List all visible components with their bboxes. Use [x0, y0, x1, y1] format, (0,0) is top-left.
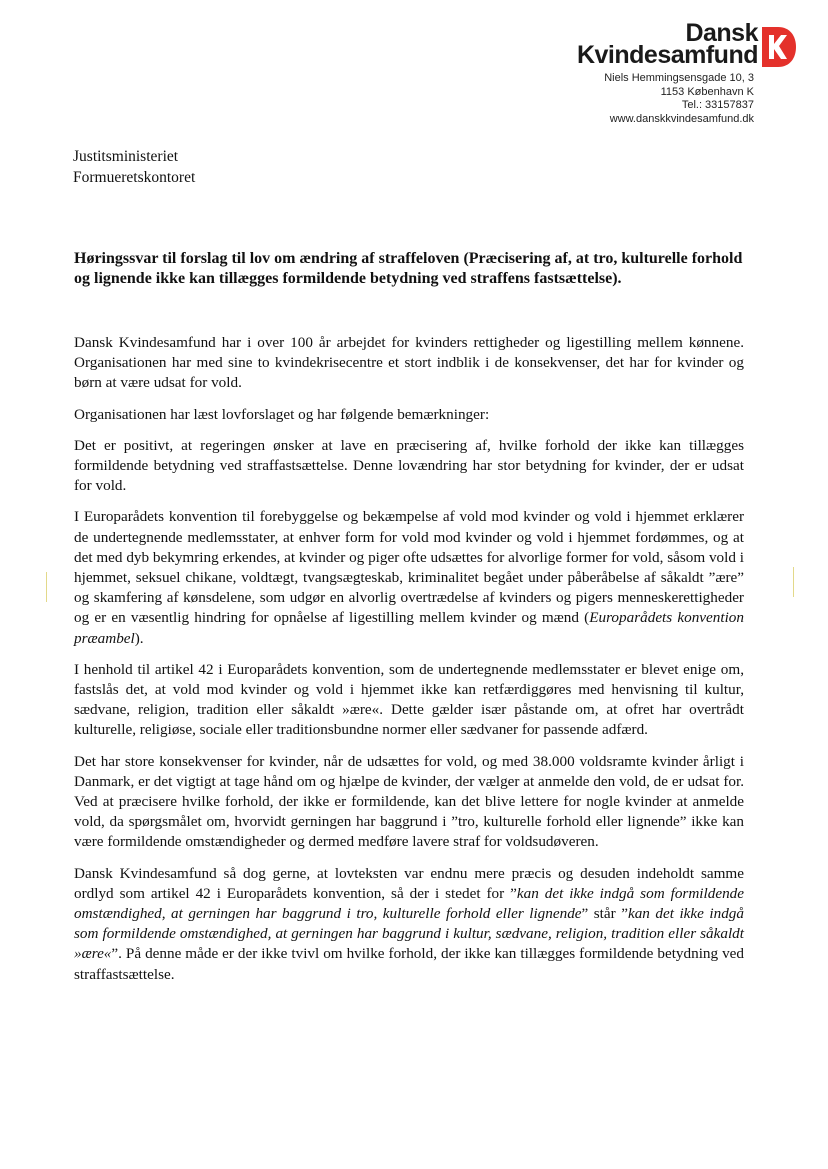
paragraph-text: Dansk Kvindesamfund så dog gerne, at lovteksten var endnu mere præcis og desuden indeholdt samme ordlyd som artikel 42 i Europarådets konvention, så der i stedet for ”: [74, 864, 744, 902]
organization-logo: [556, 19, 796, 70]
citation-italic: Europarådets konvention præambel: [74, 609, 744, 647]
address-phone: Tel.: 33157837: [681, 99, 754, 111]
margin-mark: [793, 567, 794, 597]
margin-mark: [46, 572, 47, 602]
logo-k-mark-icon: [762, 27, 796, 67]
quote-italic: kan det ikke indgå som formildende omstændighed, at gerningen har baggrund i kultur, sædvane, religion, tradition eller såkaldt »ære«: [74, 905, 744, 963]
quote-italic: kan det ikke indgå som formildende omstændighed, at gerningen har baggrund i tro, kulturelle forhold eller lignende: [74, 884, 744, 923]
paragraph: Det er positivt, at regeringen ønsker at lave en præcisering af, hvilke forhold der ikke kan tillægges formildende betydning ved straffastsættelse. Denne lovændring har stor betydning for kvinder, der er udsat for vold.: [74, 436, 744, 495]
paragraph: Organisationen har læst lovforslaget og har følgende bemærkninger:: [74, 405, 490, 423]
paragraph: I henhold til artikel 42 i Europarådets konvention, som de undertegnende medlemsstater er blevet enige om, fastslås det, at vold mod kvinder og vold i hjemmet ikke kan retfærdiggøres med henvisning til kultur, sædvane, religion, tradition eller såkaldt »ære«. Dette gælder især påstande om, at ofret har overtrådt kulturelle, religiøse, sociale eller traditionsbundne normer eller sædvaner for passende adfærd.: [74, 660, 744, 739]
recipient-line: Formueretskontoret: [73, 169, 196, 186]
recipient-block: [73, 146, 195, 188]
paragraph-text: ”. På denne måde er der ikke tvivl om hvilke forhold, der ikke kan tillægges formildende betydning ved straffastsættelse.: [74, 945, 744, 983]
letter-body: [74, 333, 744, 996]
address-website: www.danskkvindesamfund.dk: [609, 112, 754, 125]
paragraph-text: ” står ”: [581, 905, 628, 923]
logo-text-kvindesamfund: Kvindesamfund: [576, 41, 758, 69]
paragraph-text: ).: [134, 629, 144, 647]
sender-address: [604, 72, 754, 126]
address-city: 1153 København K: [660, 85, 754, 98]
letter-heading: Høringssvar til forslag til lov om ændring af straffeloven (Præcisering af, at tro, kulturelle forhold og lignende ikke kan tillægges formildende betydning ved straffens fastsættelse).: [74, 250, 743, 287]
paragraph: [74, 507, 744, 648]
paragraph: [74, 864, 744, 985]
paragraph: Det har store konsekvenser for kvinder, når de udsættes for vold, og med 38.000 voldsramte kvinder årligt i Danmark, er det vigtigt at tage hånd om og hjælpe de kvinder, der vælger at anmelde den vold, de er udsat for. Ved at præcisere hvilke forhold, der ikke er formildende, kan det blive lettere for nogle kvinder at anmelde vold, da spørgsmålet om, hvorvidt gerningen har baggrund i ”tro, kulturelle forhold eller lignende” ikke kan være formildende omstændigheder og dermed medføre lavere straf for voldsudøveren.: [74, 752, 744, 851]
paragraph-text: I Europarådets konvention til forebyggelse og bekæmpelse af vold mod kvinder og vold i hjemmet erklærer de undertegnende medlemsstater, at enhver form for vold mod kvinder og vold i hjemmet fordømmes, og at det med dyb bekymring erkendes, at kvinder og piger ofte udsættes for alvorlige former for vold, såsom vold i hjemmet, seksuel chikane, voldtægt, tvangsægteskab, kriminalitet begået under påberåbelse af såkaldt ”ære” og skamfering af kønsdelene, som udgør en alvorlig overtrædelse af kvinders og pigers menneskerettigheder og er en væsentlig hindring for opnåelse af ligestilling mellem kvinder og mænd (: [74, 508, 744, 627]
paragraph: Dansk Kvindesamfund har i over 100 år arbejdet for kvinders rettigheder og ligestilling mellem kønnene. Organisationen har med sine to kvindekrisecentre et stort indblik i de konsekvenser, det har for kvinder og børn at være udsat for vold.: [74, 334, 744, 392]
recipient-line: Justitsministeriet: [73, 148, 179, 165]
logo-text-dansk: Dansk: [685, 19, 758, 47]
address-street: Niels Hemmingsensgade 10, 3: [604, 72, 754, 84]
